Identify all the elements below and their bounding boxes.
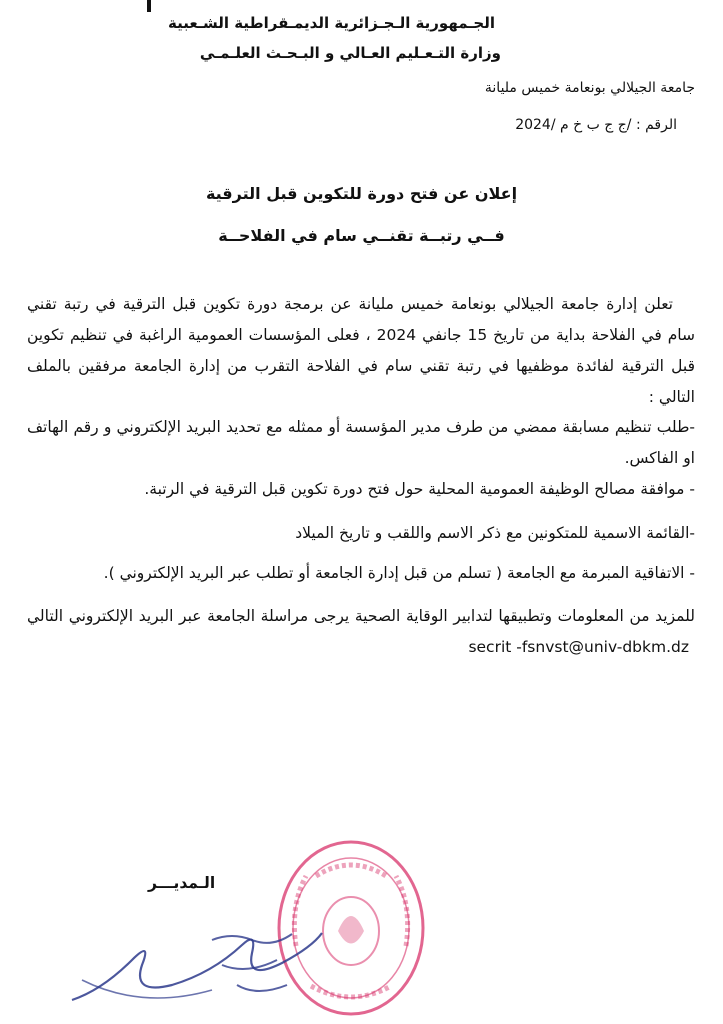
- reference-number: الرقم : /ج ج ب خ م /2024: [515, 117, 677, 133]
- ministry-header: وزارة التـعـليم العـالي و البـحـث العلـمـي: [199, 44, 501, 62]
- republic-header: الجـمهورية الـجـزائرية الديمـقراطية الشـعبية: [168, 14, 495, 32]
- requirement-item-1: -طلب تنظيم مسابقة ممضي من طرف مدير المؤسسة أو ممثله مع تحديد البريد الإلكتروني و رقم الهاتف او الفاكس.: [27, 418, 695, 467]
- announcement-title: إعلان عن فتح دورة للتكوين قبل الترقية: [205, 184, 518, 203]
- handwritten-signature: [62, 910, 342, 1020]
- university-name: جامعة الجيلالي بونعامة خميس مليانة: [484, 80, 695, 96]
- intro-paragraph: تعلن إدارة جامعة الجيلالي بونعامة خميس مليانة عن برمجة دورة تكوين قبل الترقية في رتبة تقني سام في الفلاحة بداية من تاريخ 15 جانفي 2024 ، فعلى المؤسسات العمومية الراغبة في تنظيم تكوين قبل الترقية لفائدة موظفيها في رتبة تقني سام في الفلاحة التقرب من إدارة الجامعة مرفقين بالملف التالي :: [27, 295, 696, 406]
- requirement-item-2: - موافقة مصالح الوظيفة العمومية المحلية حول فتح دورة تكوين قبل الترقية في الرتبة.: [144, 480, 695, 498]
- requirement-item-4: - الاتفاقية المبرمة مع الجامعة ( تسلم من قبل إدارة الجامعة أو تطلب عبر البريد الإلكتروني ).: [103, 564, 695, 582]
- closing-text: للمزيد من المعلومات وتطبيقها لتدابير الوقاية الصحية يرجى مراسلة الجامعة عبر البريد الإلكتروني التالي: [27, 607, 695, 625]
- director-title: الـمديـــر: [148, 874, 216, 892]
- closing-paragraph: [27, 601, 695, 663]
- announcement-subtitle: فــي رتبــة تقنــي سام في الفلاحــة: [218, 226, 505, 245]
- requirement-item-3: -القائمة الاسمية للمتكونين مع ذكر الاسم واللقب و تاريخ الميلاد: [295, 524, 695, 542]
- contact-email[interactable]: secrit -fsnvst@univ-dbkm.dz: [468, 638, 689, 656]
- scan-mark: [147, 0, 151, 12]
